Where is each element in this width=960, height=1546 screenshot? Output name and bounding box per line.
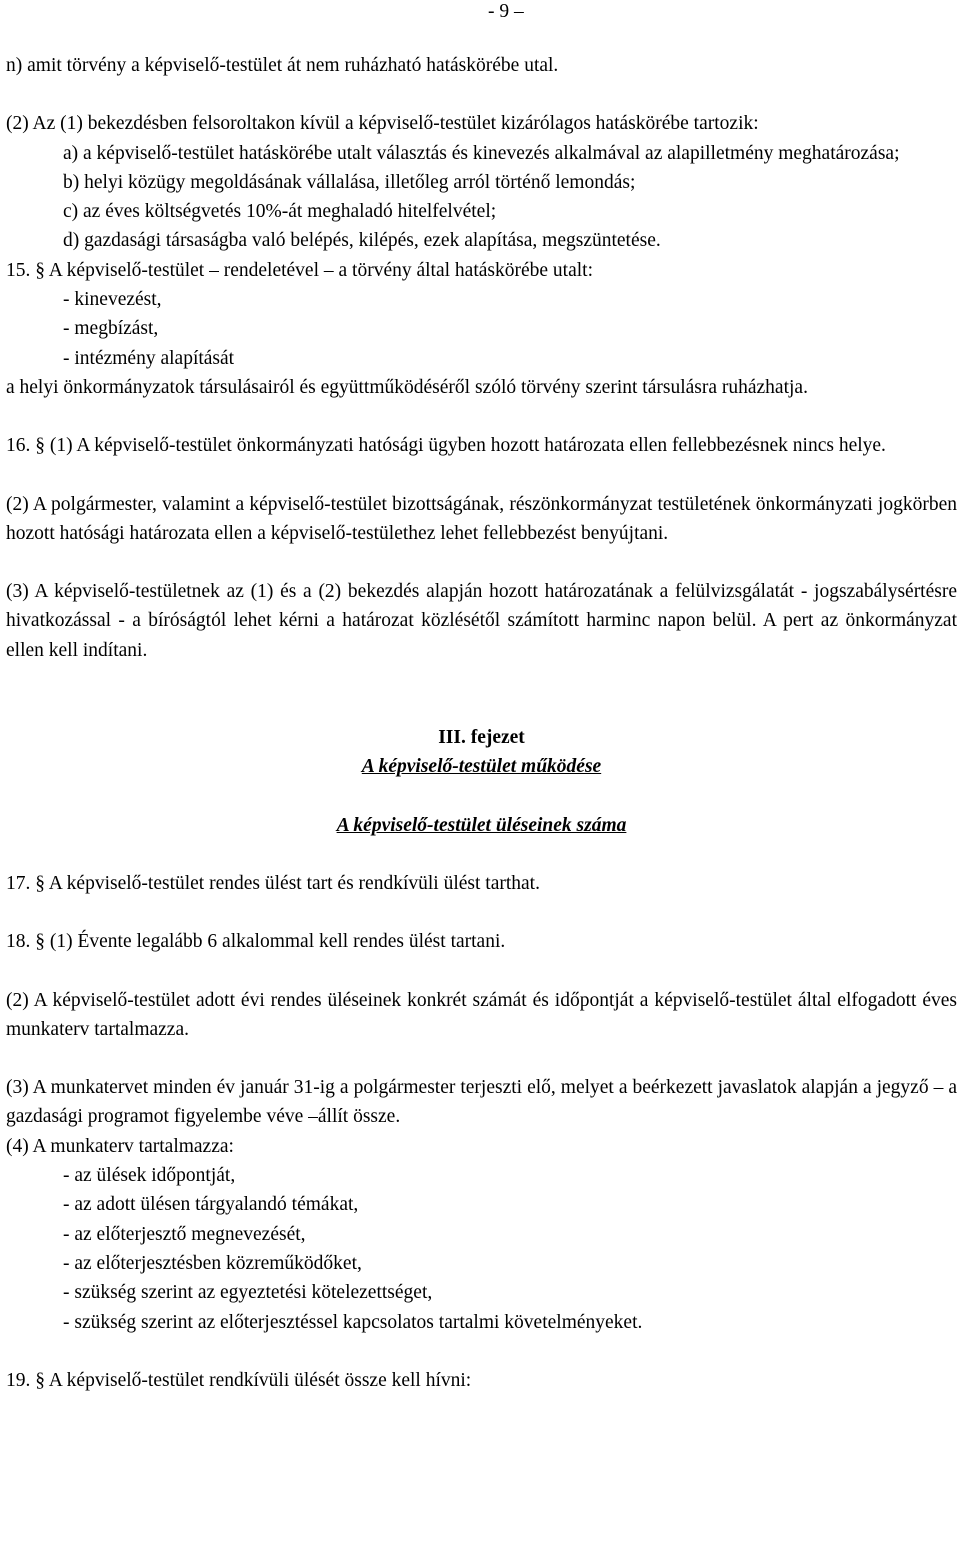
list-item-c: c) az éves költségvetés 10%-át meghaladó hitelfelvétel; — [63, 201, 497, 223]
list-item-eloterjeszto: - az előterjesztő megnevezését, — [63, 1223, 306, 1245]
paragraph-18-4: (4) A munkaterv tartalmazza: — [6, 1135, 234, 1157]
paragraph-16-3: (3) A képviselő-testületnek az (1) és a (2) bekezdés alapján hozott határozatának a felülvizsgálatát - jogszabálysértésre hivatkozással - a bíróságtól lehet kérni a határozat közlésétől számított harminc napon belül. A pert az önkormányzat ellen kell indítani. — [6, 581, 957, 661]
paragraph-18-3: (3) A munkatervet minden év január 31-ig a polgármester terjeszti elő, melyet a beérkezett javaslatok alapján a jegyző – a gazdasági programot figyelembe véve –állít össze. — [6, 1077, 957, 1128]
paragraph-15-tail: a helyi önkormányzatok társulásairól és együttműködéséről szóló törvény szerint társulásra ruházhatja. — [6, 376, 808, 398]
list-item-megbizas: - megbízást, — [63, 318, 159, 340]
list-item-kozremukodok: - az előterjesztésben közreműködőket, — [63, 1252, 362, 1274]
list-item-egyeztetes: - szükség szerint az egyeztetési kötelezettséget, — [63, 1282, 433, 1304]
paragraph-18-1: 18. § (1) Évente legalább 6 alkalommal kell rendes ülést tartani. — [6, 931, 506, 953]
paragraph-17: 17. § A képviselő-testület rendes ülést tart és rendkívüli ülést tarthat. — [6, 872, 540, 894]
list-item-b: b) helyi közügy megoldásának vállalása, illetőleg arról történő lemondás; — [63, 171, 636, 193]
document-body — [6, 51, 957, 1395]
list-item-temak: - az adott ülésen tárgyalandó témákat, — [63, 1194, 359, 1216]
list-item-kovetelmenyek: - szükség szerint az előterjesztéssel kapcsolatos tartalmi követelményeket. — [63, 1311, 643, 1333]
paragraph-19: 19. § A képviselő-testület rendkívüli ülését össze kell hívni: — [6, 1369, 472, 1391]
list-item-idopont: - az ülések időpontját, — [63, 1165, 236, 1187]
paragraph-16-1: 16. § (1) A képviselő-testület önkormányzati hatósági ügyben hozott határozata ellen fellebbezésnek nincs helye. — [6, 435, 886, 457]
list-item-intezmeny: - intézmény alapítását — [63, 347, 235, 369]
paragraph-14-1-n: n) amit törvény a képviselő-testület át nem ruházható hatáskörébe utal. — [6, 55, 559, 76]
paragraph-18-2: (2) A képviselő-testület adott évi rendes üléseinek konkrét számát és időpontját a képviselő-testület által elfogadott éves munkaterv tartalmazza. — [6, 989, 957, 1040]
list-item-a: a) a képviselő-testület hatáskörébe utalt választás és kinevezés alkalmával az alapilletmény meghatározása; — [63, 142, 900, 164]
paragraph-15: 15. § A képviselő-testület – rendeletével – a törvény által hatáskörébe utalt: — [6, 259, 593, 281]
page-number: - 9 – — [488, 1, 524, 22]
chapter-heading: III. fejezet — [438, 727, 525, 749]
list-item-kinevezes: - kinevezést, — [63, 289, 162, 311]
paragraph-14-2-intro: (2) Az (1) bekezdésben felsoroltakon kívül a képviselő-testület kizárólagos hatáskörébe tartozik: — [6, 113, 759, 135]
section-subtitle: A képviselő-testület üléseinek száma — [336, 814, 627, 836]
paragraph-16-2: (2) A polgármester, valamint a képviselő-testület bizottságának, részönkormányzat testületének önkormányzati jogkörben hozott hatósági határozata ellen a képviselő-testülethez lehet fellebbezést benyújtani. — [6, 493, 957, 544]
chapter-title: A képviselő-testület működése — [361, 756, 602, 778]
list-item-d: d) gazdasági társaságba való belépés, kilépés, ezek alapítása, megszüntetése. — [63, 230, 661, 252]
